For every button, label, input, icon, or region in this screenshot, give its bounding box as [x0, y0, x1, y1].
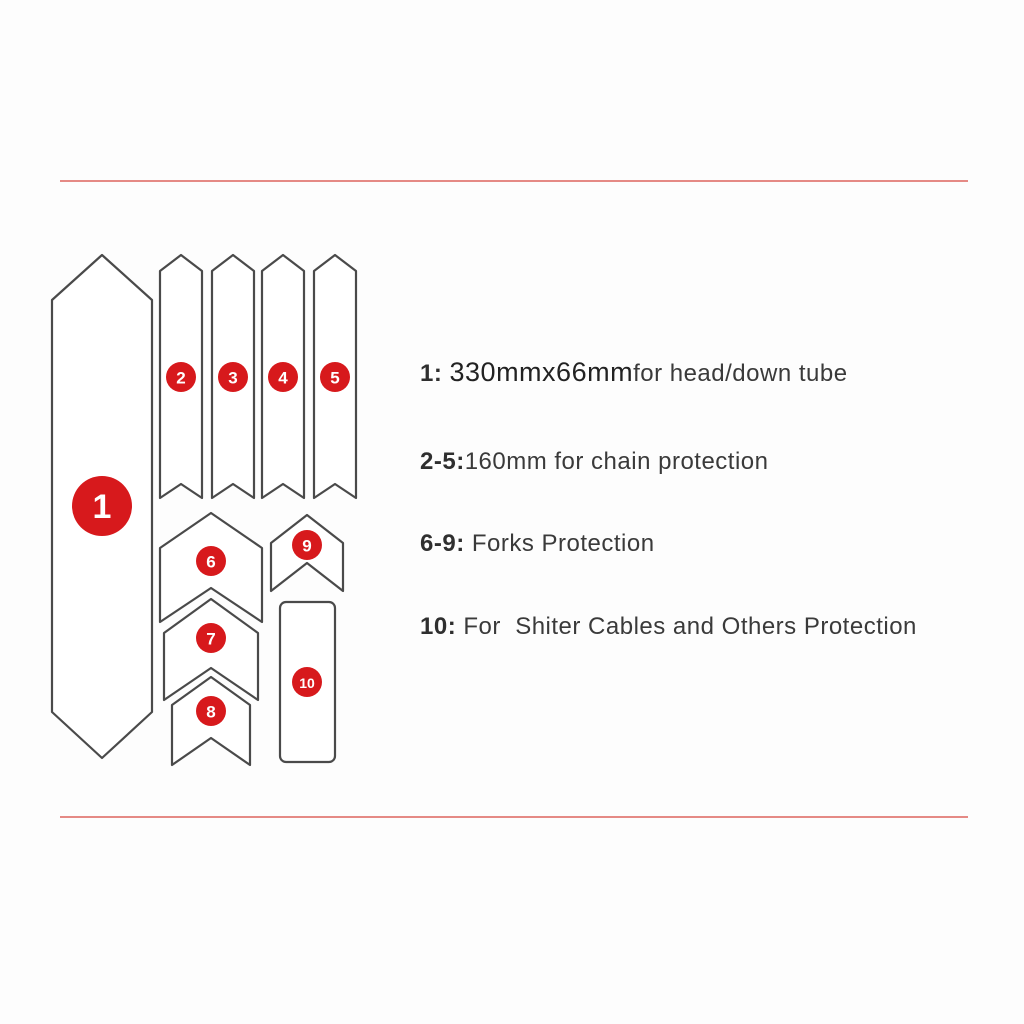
piece-1-number: 1	[92, 488, 112, 526]
piece-6-number: 6	[206, 552, 216, 572]
piece-10	[280, 602, 335, 762]
spec-3-key: 6-9:	[420, 530, 465, 557]
spec-1-key: 1:	[420, 360, 443, 387]
piece-8-number: 8	[206, 702, 216, 722]
piece-1	[52, 255, 152, 758]
piece-4	[262, 255, 304, 498]
piece-5	[314, 255, 356, 498]
protector-pieces-diagram	[0, 0, 420, 1024]
spec-line-2	[420, 448, 769, 476]
piece-9	[271, 515, 343, 591]
piece-2	[160, 255, 202, 498]
piece-5-number: 5	[330, 368, 340, 388]
piece-9-number: 9	[302, 536, 312, 556]
spec-2-text: 160mm for chain protection	[464, 448, 769, 475]
piece-3	[212, 255, 254, 498]
spec-line-4	[420, 613, 917, 641]
spec-2-key: 2-5:	[420, 448, 465, 475]
piece-2-number: 2	[176, 368, 186, 388]
piece-8	[172, 677, 250, 765]
spec-line-1	[420, 357, 848, 388]
spec-4-key: 10:	[420, 613, 457, 640]
spec-line-3	[420, 530, 655, 558]
piece-10-number: 10	[299, 675, 315, 691]
spec-1-size: 330mmx66mm	[449, 357, 634, 387]
piece-7-number: 7	[206, 629, 216, 649]
spec-4-text: For Shiter Cables and Others Protection	[463, 613, 917, 640]
spec-1-text: for head/down tube	[633, 360, 848, 387]
spec-3-text: Forks Protection	[471, 530, 655, 557]
piece-4-number: 4	[278, 368, 288, 388]
piece-3-number: 3	[228, 368, 238, 388]
